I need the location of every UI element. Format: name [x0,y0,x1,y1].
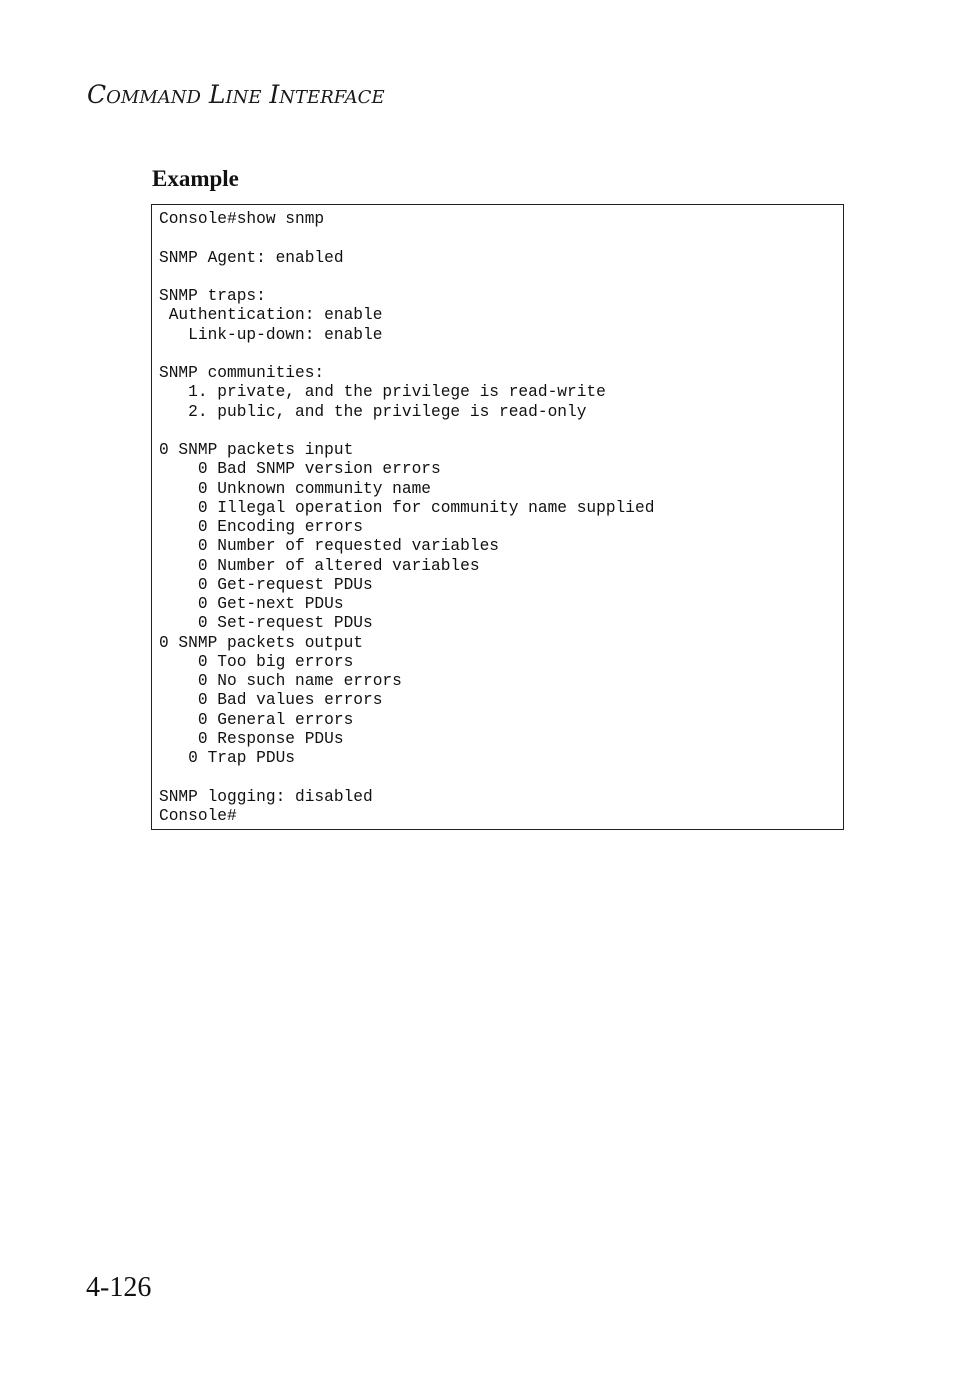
console-line: 0 Too big errors [159,652,354,671]
console-line [159,422,843,441]
console-line: SNMP traps: [159,287,266,305]
console-line: SNMP logging: disabled [159,787,373,806]
console-line: Authentication: enable [159,306,383,325]
console-line: 0 Trap PDUs [159,749,295,767]
console-line: SNMP Agent: enabled [159,248,344,267]
console-line: 0 SNMP packets input [159,441,354,459]
console-line: Console# [159,806,237,825]
console-line: 2. public, and the privilege is read-only [159,402,587,421]
running-header: Command Line Interface [87,80,385,109]
console-line [159,345,843,364]
console-line: 0 No such name errors [159,672,402,690]
console-line: 0 Illegal operation for community name supplied [159,498,655,517]
console-line: 0 Bad values errors [159,691,383,710]
console-line: Link-up-down: enable [159,325,383,344]
console-line: 0 Number of altered variables [159,556,480,575]
console-line: 1. private, and the privilege is read-write [159,383,606,402]
console-line [159,268,843,287]
console-line: 0 Response PDUs [159,729,344,748]
console-line: 0 Set-request PDUs [159,614,373,633]
console-line: 0 Encoding errors [159,518,363,536]
console-line [159,768,843,787]
section-heading-example: Example [152,166,239,191]
console-line: 0 Unknown community name [159,479,431,498]
console-line: 0 Get-next PDUs [159,595,344,613]
console-line [159,229,843,248]
console-line: SNMP communities: [159,364,325,382]
console-line: 0 General errors [159,710,354,729]
console-line: 0 Get-request PDUs [159,575,373,594]
console-line: Console#show snmp [159,210,325,228]
console-output-box [151,204,844,830]
console-line: 0 SNMP packets output [159,633,363,652]
console-line: 0 Bad SNMP version errors [159,460,441,479]
page-number: 4-126 [86,1272,152,1303]
console-line: 0 Number of requested variables [159,537,499,556]
